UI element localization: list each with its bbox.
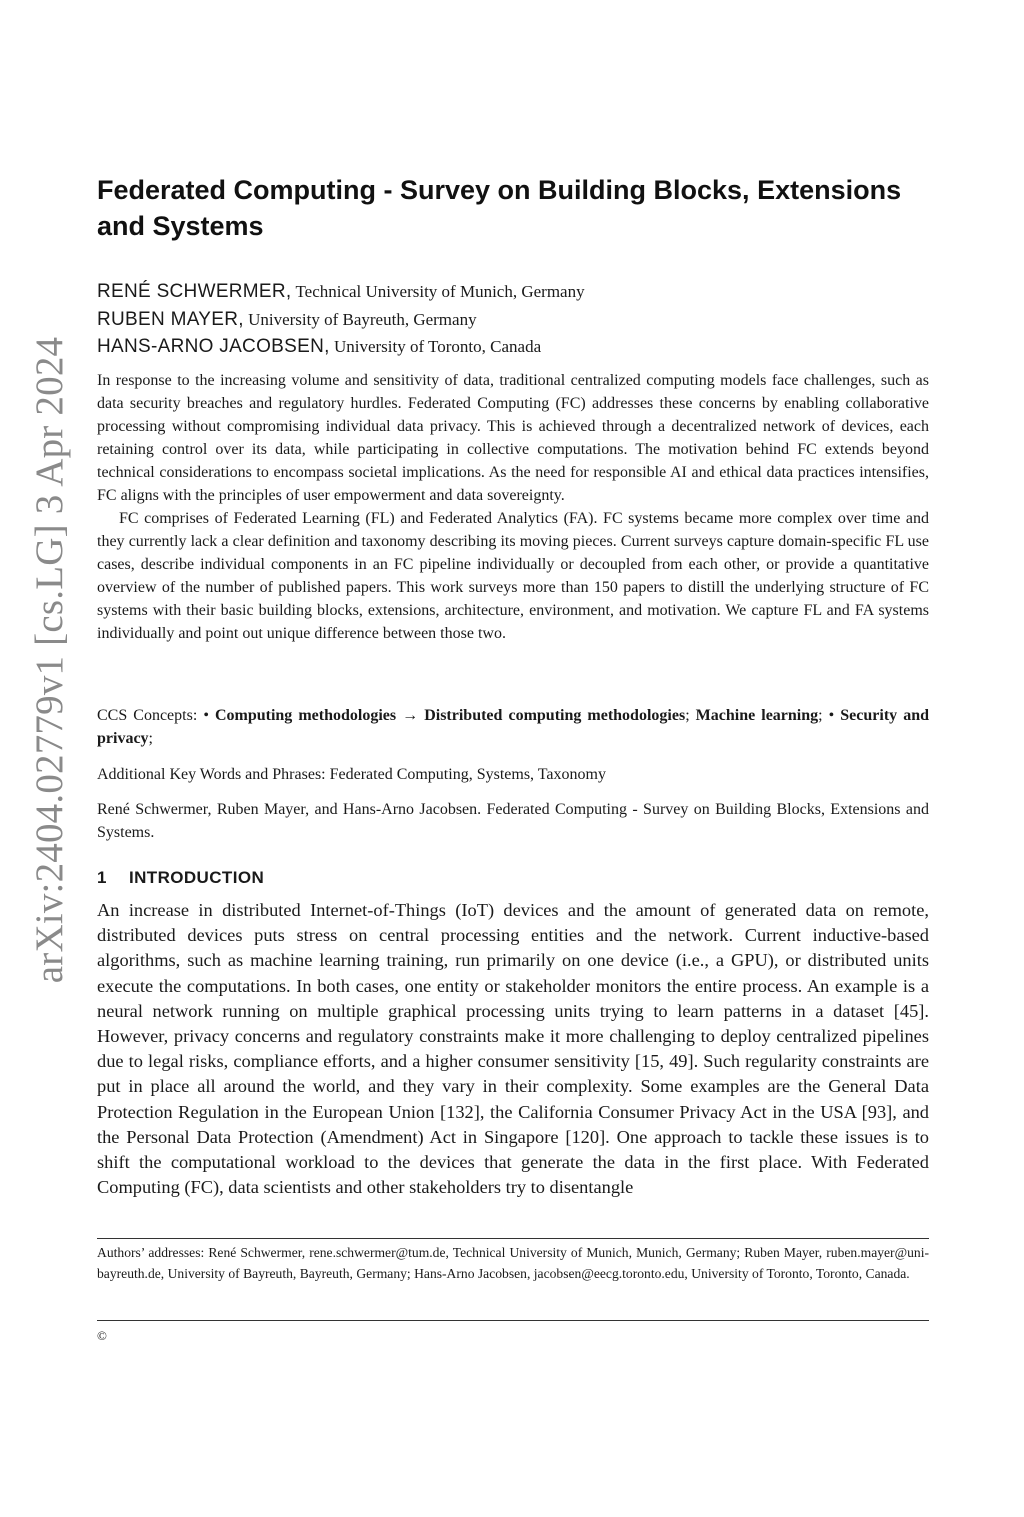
section-number: 1	[97, 868, 107, 887]
abstract-paragraph-2: FC comprises of Federated Learning (FL) and Federated Analytics (FA). FC systems became more complex over time and they currently lack a clear definition and taxonomy describing its moving pieces. Current surveys capture domain-specific FL use cases, describe individual components in an FC pipeline individually or decoupled from each other, or provide a quantitative overview of the number of published papers. This work surveys more than 150 papers to distill the underlying structure of FC systems with their basic building blocks, extensions, architecture, environment, and motivation. We capture FL and FA systems individually and point out unique difference between those two.	[97, 510, 929, 642]
author-name: RUBEN MAYER,	[97, 308, 244, 330]
ccs-concept: Security and privacy	[97, 707, 929, 747]
section-title: INTRODUCTION	[129, 868, 265, 887]
section-heading	[97, 866, 929, 890]
arxiv-identifier-stamp: arXiv:2404.02779v1 [cs.LG] 3 Apr 2024	[28, 336, 71, 984]
author-entry	[97, 306, 937, 334]
abstract-paragraph-1: In response to the increasing volume and sensitivity of data, traditional centralized computing models face challenges, such as data security breaches and regulatory hurdles. Federated Computing (FC) addresses these concerns by enabling collaborative processing without compromising individual data privacy. This is achieved through a decentralized network of devices, each retaining control over its data, while participating in collective computations. The motivation behind FC extends beyond technical considerations to encompass societal implications. As the need for responsible AI and ethical data practices intensifies, FC aligns with the principles of user empowerment and data sovereignty.	[97, 372, 929, 504]
author-name: RENÉ SCHWERMER,	[97, 281, 292, 302]
author-addresses-footnote: Authors’ addresses: René Schwermer, rene.schwermer@tum.de, Technical University of Munich, Munich, Germany; Ruben Mayer, ruben.mayer@uni-bayreuth.de, University of Bayreuth, Bayreuth, Germany; Hans-Arno Jacobsen, jacobsen@eecg.toronto.edu, University of Toronto, Toronto, Canada.	[97, 1245, 929, 1281]
keywords: Additional Key Words and Phrases: Federated Computing, Systems, Taxonomy	[97, 766, 606, 783]
author-affiliation: University of Toronto, Canada	[329, 337, 542, 356]
ccs-label: CCS Concepts:	[97, 707, 204, 724]
ccs-concepts	[97, 704, 929, 750]
ccs-arrow: →	[396, 707, 425, 724]
arxiv-stamp-container	[20, 300, 80, 1020]
ccs-separator: ;	[685, 707, 696, 724]
ccs-separator: ;	[818, 707, 829, 724]
author-list	[97, 278, 937, 361]
author-affiliation: Technical University of Munich, Germany	[291, 282, 585, 301]
author-affiliation: University of Bayreuth, Germany	[243, 309, 477, 329]
copyright-divider	[97, 1320, 929, 1321]
abstract	[97, 369, 929, 645]
ccs-end: ;	[148, 730, 153, 747]
author-entry	[97, 333, 937, 361]
reference-format: René Schwermer, Ruben Mayer, and Hans-Arno Jacobsen. Federated Computing - Survey on Building Blocks, Extensions and Systems.	[97, 801, 929, 841]
paper-title: Federated Computing - Survey on Building Blocks, Extensions and Systems	[97, 175, 902, 241]
copyright-symbol: ©	[97, 1328, 107, 1343]
author-entry	[97, 278, 937, 306]
ccs-bullet: •	[203, 707, 215, 724]
introduction-paragraph: An increase in distributed Internet-of-Things (IoT) devices and the amount of generated data on remote, distributed devices puts stress on central processing entities and the network. Current inductive-based algorithms, such as machine learning training, run primarily on one device (i.e., a GPU), or distributed units execute the computations. In both cases, one entity or stakeholder monitors the entire process. An example is a neural network running on multiple graphical processing units trying to learn patterns in a dataset [45]. However, privacy concerns and regulatory constraints make it more challenging to deploy centralized pipelines due to legal risks, compliance efforts, and a higher consumer sensitivity [15, 49]. Such regularity constraints are put in place all around the world, and they vary in their complexity. Some examples are the General Data Protection Regulation in the European Union [132], the California Consumer Privacy Act in the USA [93], and the Personal Data Protection (Amendment) Act in Singapore [120]. One approach to tackle these issues is to shift the computational workload to the devices that generate the data in the first place. With Federated Computing (FC), data scientists and other stakeholders try to disentangle	[97, 900, 929, 1198]
author-name: HANS-ARNO JACOBSEN,	[97, 336, 330, 357]
ccs-concept: Machine learning	[695, 707, 819, 724]
ccs-concept: Distributed computing methodologies	[424, 707, 686, 724]
ccs-bullet: •	[828, 707, 841, 724]
ccs-concept: Computing methodologies	[214, 707, 397, 724]
footnote-divider	[97, 1238, 929, 1239]
